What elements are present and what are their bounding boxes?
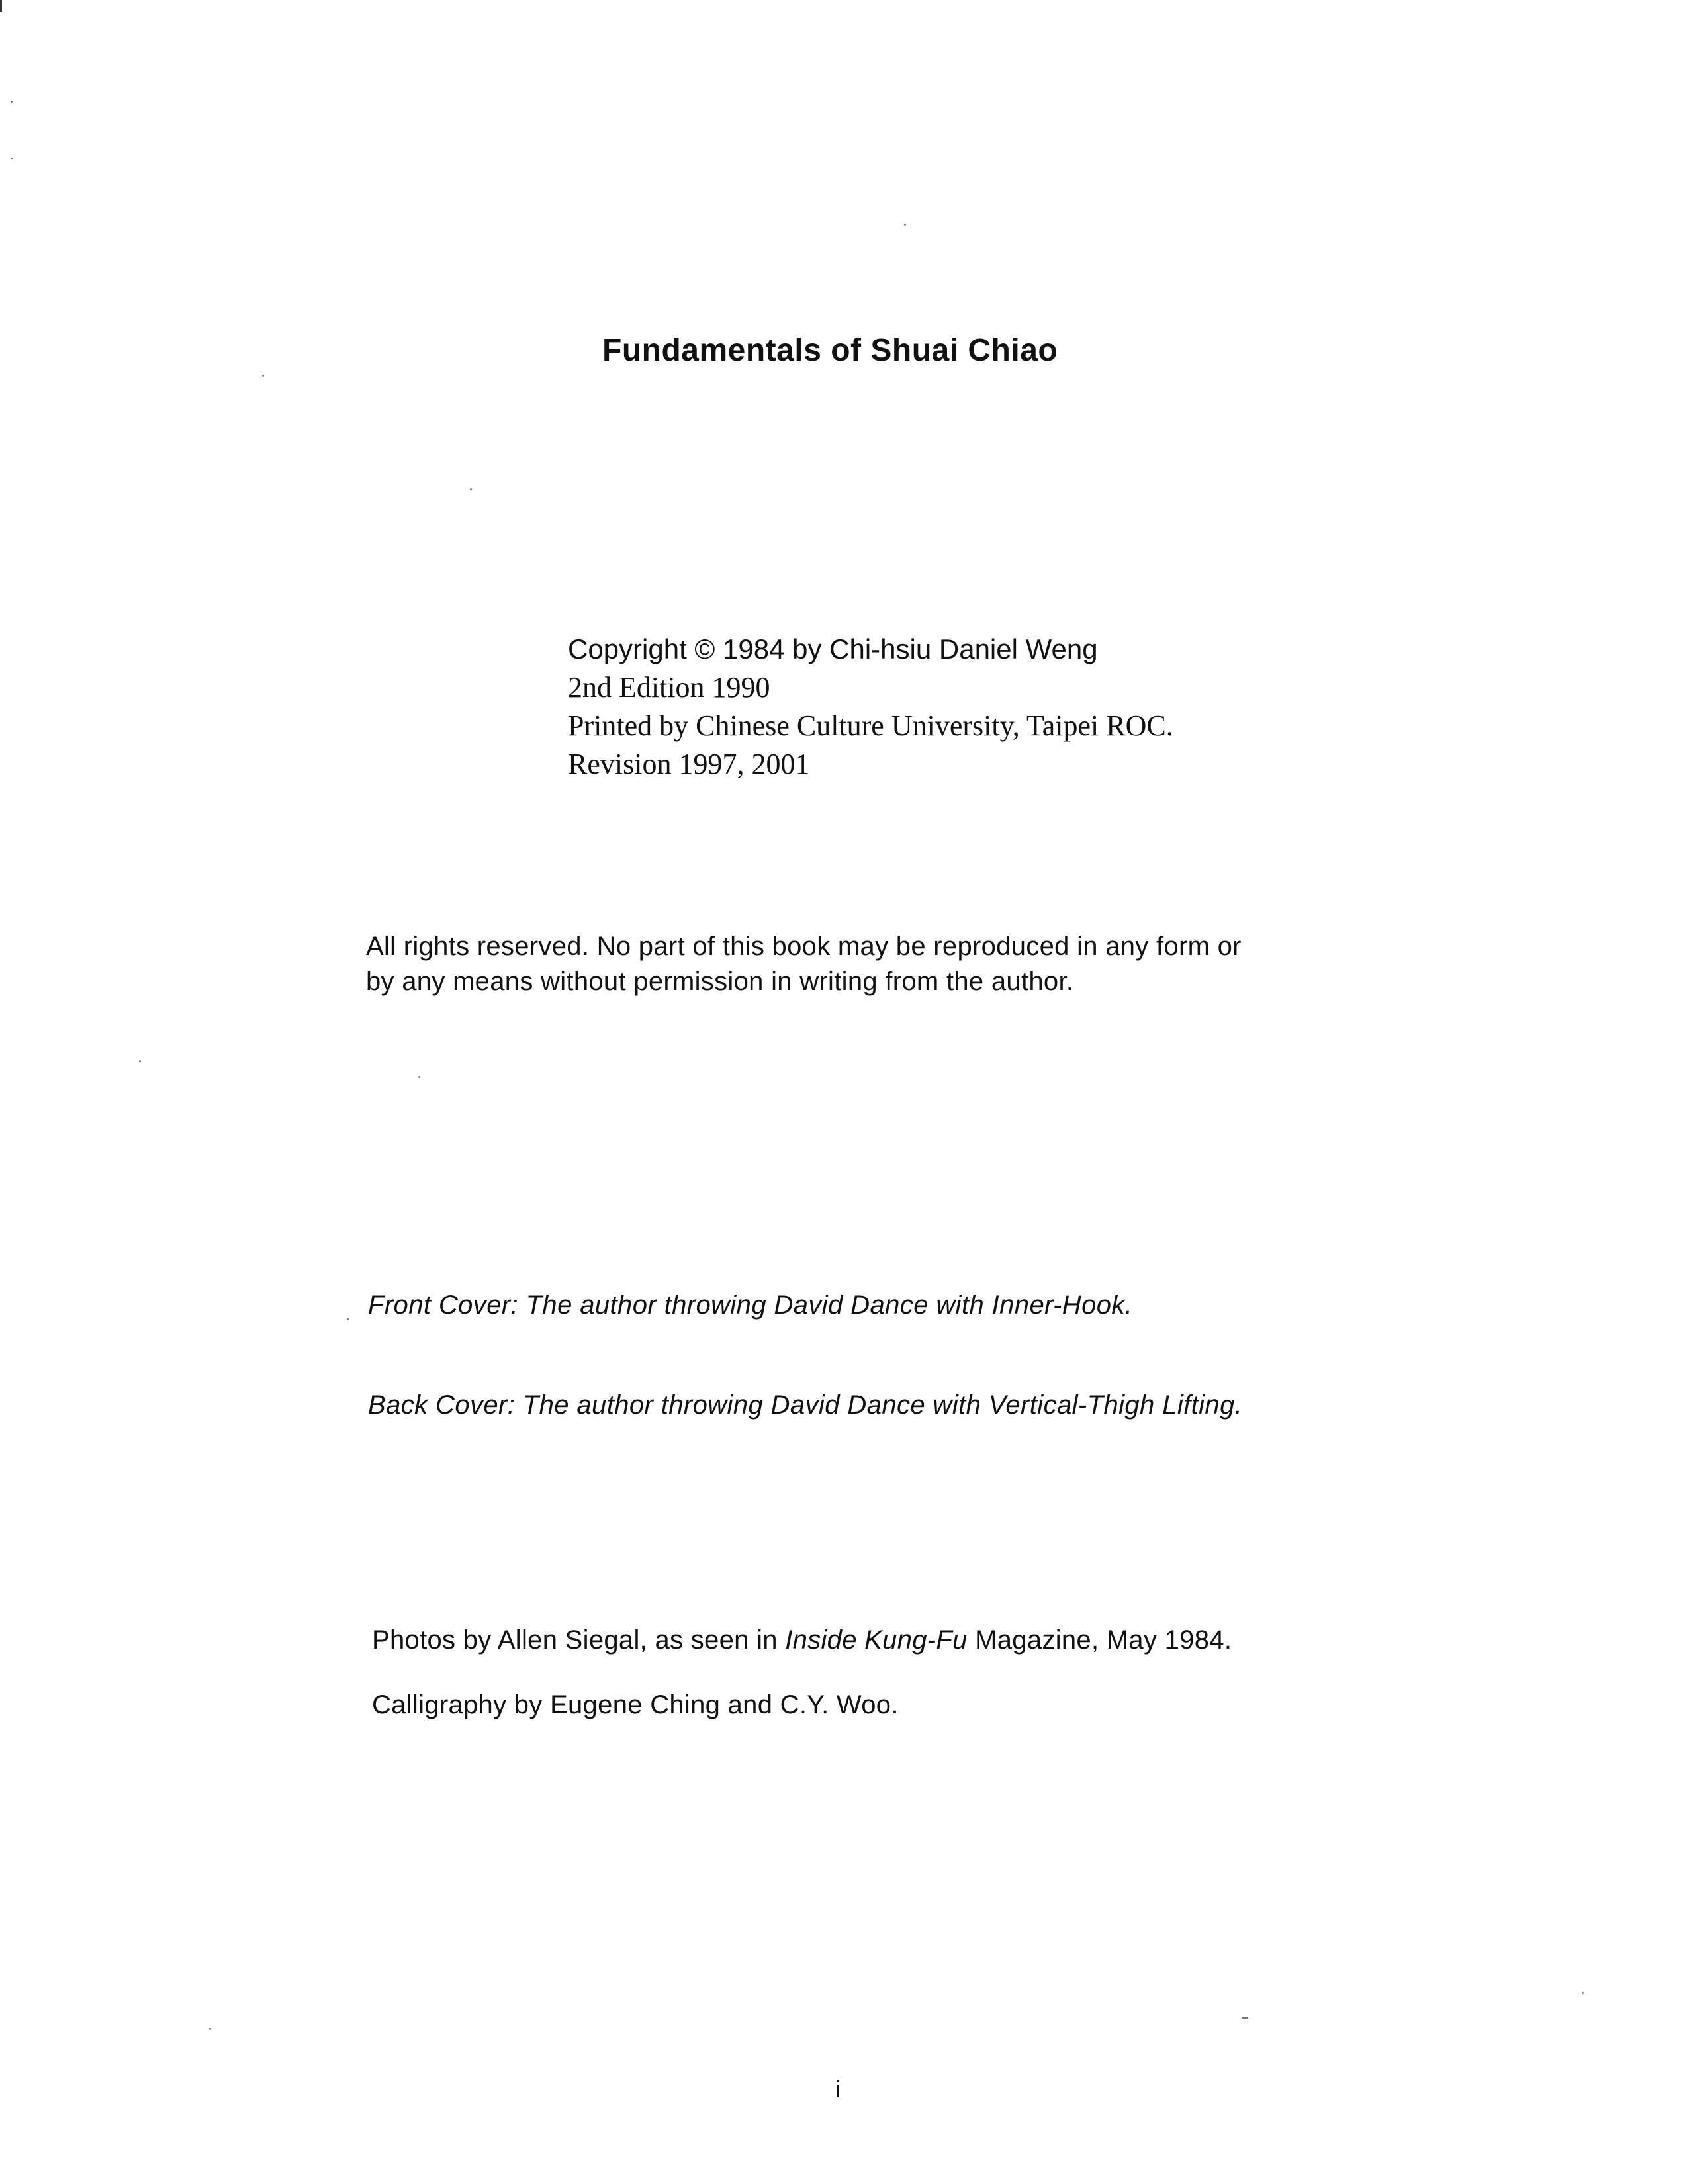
scan-speck	[470, 488, 472, 490]
scan-speck	[209, 2028, 211, 2030]
magazine-name: Inside Kung-Fu	[785, 1625, 968, 1655]
scan-speck	[11, 158, 13, 159]
printer-line: Printed by Chinese Culture University, Taipei ROC.	[568, 709, 1173, 742]
edition-line: 2nd Edition 1990	[568, 671, 770, 704]
front-cover-caption: Front Cover: The author throwing David Dance with Inner-Hook.	[368, 1291, 1133, 1320]
scan-speck	[418, 1076, 420, 1078]
rights-line-2: by any means without permission in writing from the author.	[366, 967, 1074, 996]
copyright-line: Copyright © 1984 by Chi-hsiu Daniel Weng	[568, 633, 1098, 664]
photo-credit-suffix: Magazine, May 1984.	[967, 1625, 1232, 1655]
scan-speck	[904, 224, 906, 226]
scan-speck	[139, 1060, 141, 1062]
calligraphy-credit: Calligraphy by Eugene Ching and C.Y. Woo.	[372, 1690, 899, 1719]
scan-speck	[11, 101, 13, 103]
revision-line: Revision 1997, 2001	[568, 748, 810, 780]
photo-credit-prefix: Photos by Allen Siegal, as seen in	[372, 1625, 786, 1655]
page-number: i	[835, 2075, 841, 2103]
scan-edge-mark	[0, 0, 2, 12]
scan-speck	[1582, 1992, 1584, 1994]
back-cover-caption: Back Cover: The author throwing David Dance with Vertical-Thigh Lifting.	[368, 1390, 1243, 1420]
scan-speck	[262, 375, 264, 377]
rights-notice	[366, 929, 1359, 999]
photo-credit	[372, 1625, 1365, 1655]
rights-line-1: All rights reserved. No part of this book may be reproduced in any form or	[366, 932, 1242, 961]
copyright-block	[568, 630, 1362, 784]
scan-speck	[347, 1318, 349, 1320]
scan-speck	[1242, 2017, 1248, 2019]
book-title: Fundamentals of Shuai Chiao	[602, 333, 1058, 368]
